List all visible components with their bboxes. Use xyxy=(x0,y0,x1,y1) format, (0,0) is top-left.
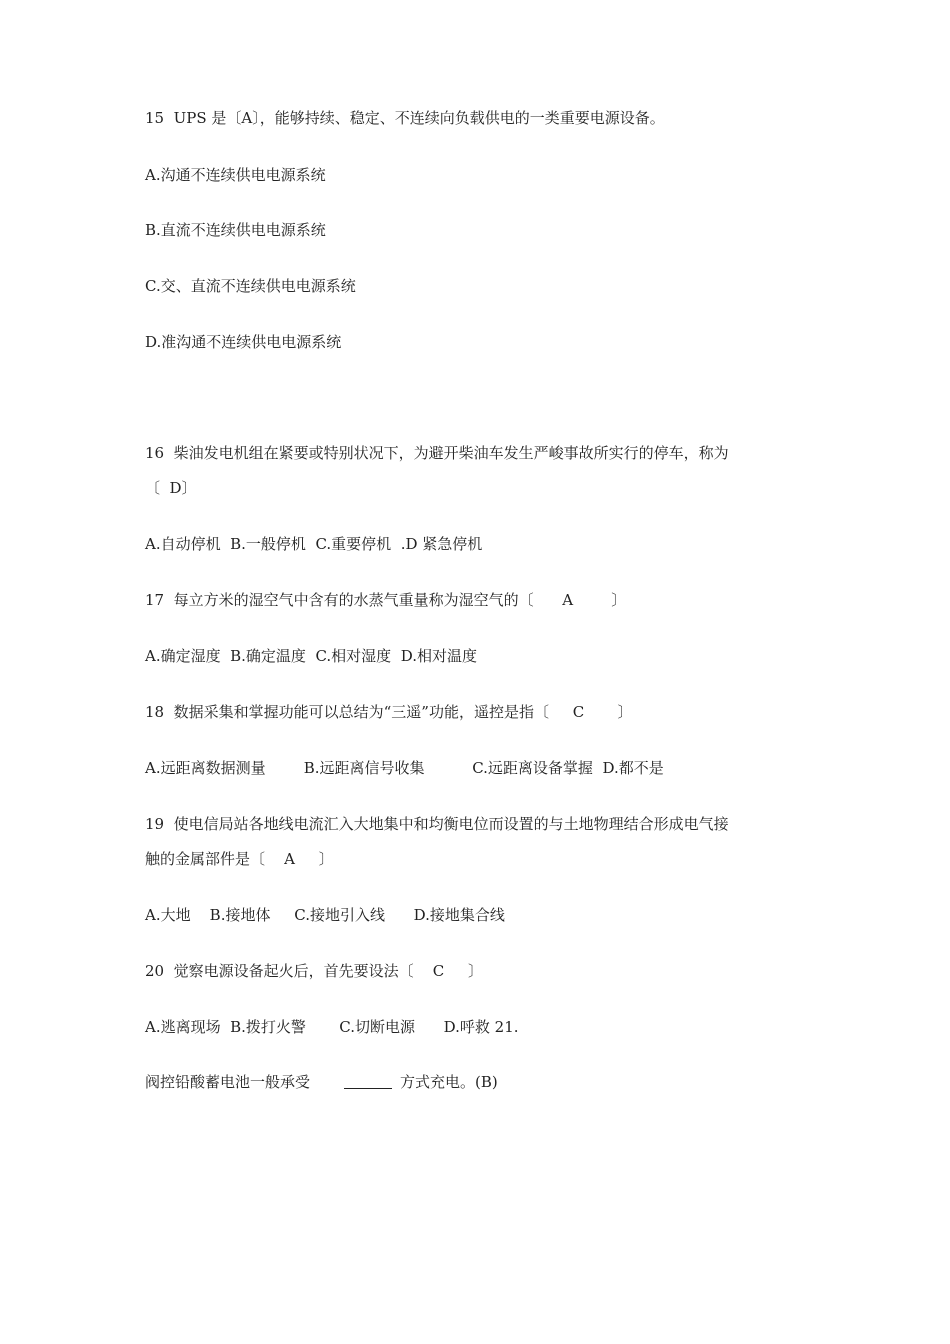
q17-options: A.确定湿度 B.确定温度 C.相对湿度 D.相对温度 xyxy=(145,647,477,665)
q16-options: A.自动停机 B.一般停机 C.重要停机 .D 紧急停机 xyxy=(145,535,483,553)
q19-options: A.大地 B.接地体 C.接地引入线 D.接地集合线 xyxy=(145,906,505,924)
q16-stem-line1: 16 柴油发电机组在紧要或特别状况下，为避开柴油车发生严峻事故所实行的停车，称为 xyxy=(145,444,729,462)
q19-stem-line2: 触的金属部件是〔 A 〕 xyxy=(145,850,334,868)
q20-options: A.逃离现场 B.拨打火警 C.切断电源 D.呼救 21. xyxy=(145,1018,519,1036)
q21-stem xyxy=(145,1072,498,1092)
q18-options: A.远距离数据测量 B.远距离信号收集 C.远距离设备掌握 D.都不是 xyxy=(145,759,664,777)
q21-text-after: 方式充电。(B) xyxy=(400,1073,498,1091)
q16-stem-line2: 〔 D〕 xyxy=(145,479,197,497)
q15-stem: 15 UPS 是〔A〕，能够持续、稳定、不连续向负载供电的一类重要电源设备。 xyxy=(145,109,665,127)
q21-answer-blank xyxy=(344,1072,392,1089)
q21-text-before: 阀控铅酸蓄电池一般承受 xyxy=(145,1073,311,1091)
q15-option-b: B.直流不连续供电电源系统 xyxy=(145,221,326,239)
q19-stem-line1: 19 使电信局站各地线电流汇入大地集中和均衡电位而设置的与土地物理结合形成电气接 xyxy=(145,815,729,833)
q17-stem: 17 每立方米的湿空气中含有的水蒸气重量称为湿空气的〔 A 〕 xyxy=(145,591,627,609)
q15-option-c: C.交、直流不连续供电电源系统 xyxy=(145,277,356,295)
q15-option-a: A.沟通不连续供电电源系统 xyxy=(145,166,326,184)
q20-stem: 20 觉察电源设备起火后，首先要设法〔 C 〕 xyxy=(145,962,484,980)
q18-stem: 18 数据采集和掌握功能可以总结为“三遥”功能，遥控是指〔 C 〕 xyxy=(145,703,633,721)
q15-option-d: D.准沟通不连续供电电源系统 xyxy=(145,333,342,351)
